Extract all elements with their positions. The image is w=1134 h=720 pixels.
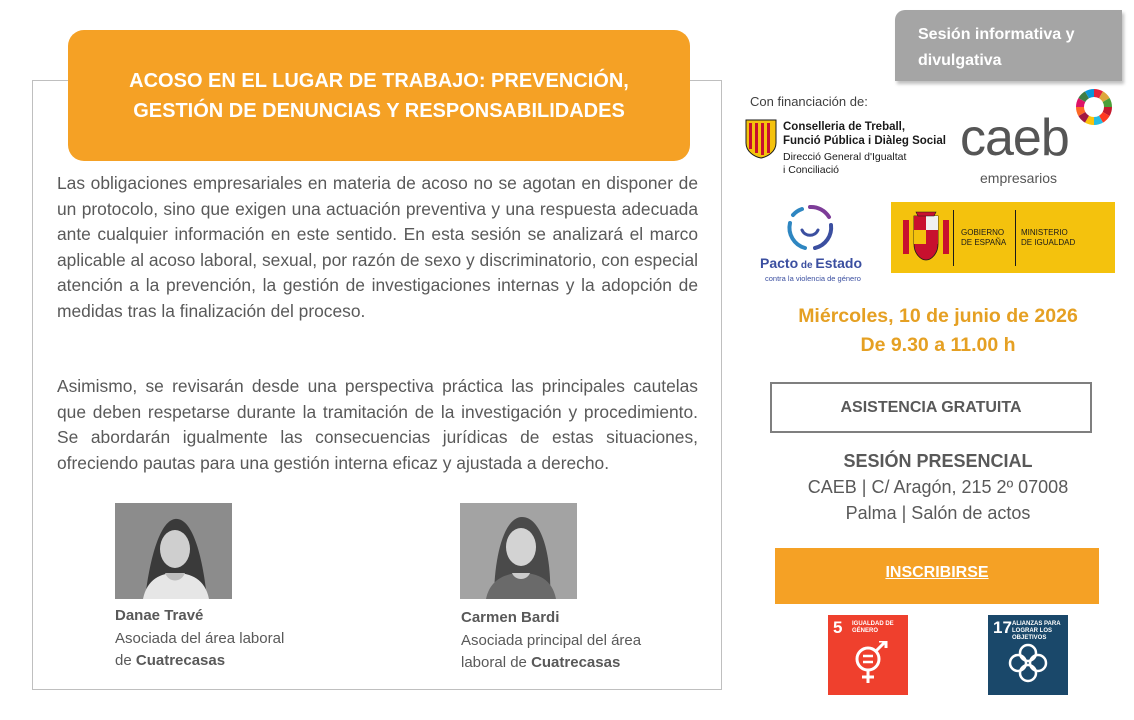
speaker-role-2 bbox=[461, 630, 641, 674]
speaker-role-1 bbox=[115, 628, 284, 672]
free-admission-badge: ASISTENCIA GRATUITA bbox=[770, 382, 1092, 433]
title-line-2: GESTIÓN DE DENUNCIAS Y RESPONSABILIDADES bbox=[133, 99, 625, 122]
pacto-title-b: Estado bbox=[815, 255, 863, 271]
ministerio-label bbox=[1021, 228, 1075, 248]
speaker-role-2-line-1: Asociada principal del área bbox=[461, 632, 642, 649]
session-type-line-1: Sesión informativa y bbox=[918, 26, 1075, 43]
gobierno-line-1: GOBIERNO bbox=[961, 228, 1005, 237]
page-title bbox=[68, 30, 690, 161]
gender-equality-icon bbox=[846, 641, 890, 685]
pacto-subtitle: contra la violencia de género bbox=[765, 274, 861, 283]
gobierno-ministerio-logo bbox=[891, 202, 1115, 273]
sdg-17-label: ALIANZAS PARA LOGRAR LOS OBJETIVOS bbox=[1012, 621, 1061, 641]
register-button[interactable]: INSCRIBIRSE bbox=[775, 548, 1099, 604]
caeb-tagline: empresarios bbox=[980, 170, 1058, 186]
title-line-1: ACOSO EN EL LUGAR DE TRABAJO: PREVENCIÓN, bbox=[129, 69, 629, 92]
speaker-role-2-prefix: laboral de bbox=[461, 654, 532, 671]
session-type-line-2: divulgativa bbox=[918, 52, 1002, 69]
speaker-firm-1: Cuatrecasas bbox=[135, 652, 226, 669]
sdg-5-number: 5 bbox=[833, 618, 843, 637]
event-date: Miércoles, 10 de junio de 2026 bbox=[798, 305, 1078, 327]
ministerio-line-2: DE IGUALDAD bbox=[1021, 238, 1076, 247]
conselleria-line-3: Direcció General d'Igualtat bbox=[783, 151, 907, 163]
speaker-role-2-line-2 bbox=[461, 652, 641, 674]
speaker-photo-danae bbox=[115, 503, 232, 599]
conselleria-line-1: Conselleria de Treball, bbox=[783, 121, 906, 133]
pacto-title-de: de bbox=[798, 260, 816, 271]
venue-address: CAEB | C/ Aragón, 215 2º 07008 bbox=[807, 477, 1069, 497]
event-time: De 9.30 a 11.00 h bbox=[860, 334, 1016, 356]
gobierno-line-2: DE ESPAÑA bbox=[961, 238, 1007, 247]
description-paragraph-2: Asimismo, se revisarán desde una perspectiva práctica las principales cautelas que deben respetarse durante la tramitación de la investigación y procedimiento. Se abordarán igualmente las consecuencias jurídicas de estas situaciones, ofreciendo pautas para una gestión interna eficaz y ajustada a derecho. bbox=[57, 376, 698, 473]
person-portrait-icon bbox=[460, 503, 577, 599]
gobierno-label bbox=[961, 228, 1006, 248]
pacto-title bbox=[760, 255, 862, 271]
session-type-badge bbox=[895, 10, 1122, 81]
person-portrait-icon bbox=[115, 503, 232, 599]
pacto-title-a: Pacto bbox=[760, 255, 799, 271]
sdg-17-number: 17 bbox=[993, 618, 1012, 637]
description-paragraph-1: Las obligaciones empresariales en materia de acoso no se agotan en disponer de un protocolo, sino que exigen una actuación preventiva y una respuesta adecuada ante cualquier información en este sentido. En esta sesión se analizará el marco aplicable al acoso laboral, sexual, por razón de sexo y discriminatorio, con especial atención a la prevención, la gestión de investigaciones internas y la adopción de medidas tras la finalización del proceso. bbox=[57, 173, 698, 321]
venue-mode: SESIÓN PRESENCIAL bbox=[843, 451, 1033, 471]
gobierno-divider bbox=[953, 210, 954, 266]
sdg-17-badge bbox=[988, 615, 1068, 695]
ministerio-divider bbox=[1015, 210, 1016, 266]
speaker-role-1-line-2 bbox=[115, 650, 284, 672]
speaker-name-2: Carmen Bardi bbox=[461, 609, 560, 626]
ministerio-line-1: MINISTERIO bbox=[1021, 228, 1068, 237]
conselleria-line-2: Funció Pública i Diàleg Social bbox=[783, 135, 946, 147]
partnership-flower-icon bbox=[1006, 641, 1050, 685]
venue-room: Palma | Salón de actos bbox=[845, 503, 1031, 523]
speaker-firm-2: Cuatrecasas bbox=[531, 654, 621, 671]
caeb-wordmark: caeb bbox=[960, 109, 1069, 167]
conselleria-department bbox=[783, 151, 906, 177]
funding-label: Con financiación de: bbox=[750, 94, 868, 109]
speaker-name-1: Danae Travé bbox=[115, 607, 204, 624]
sdg-wheel-icon bbox=[1075, 88, 1113, 126]
pacto-smile-icon bbox=[785, 203, 835, 253]
caeb-logo bbox=[960, 88, 1118, 188]
sdg-5-badge bbox=[828, 615, 908, 695]
sdg-5-label: IGUALDAD DE GÉNERO bbox=[852, 621, 894, 634]
speaker-photo-carmen bbox=[460, 503, 577, 599]
pacto-de-estado-logo bbox=[757, 203, 867, 285]
balearic-shield-icon bbox=[745, 119, 777, 159]
conselleria-logo bbox=[745, 116, 955, 182]
conselleria-name bbox=[783, 120, 946, 148]
speaker-role-1-prefix: de bbox=[115, 652, 136, 669]
spain-coat-of-arms-icon bbox=[901, 210, 951, 264]
conselleria-line-4: i Conciliació bbox=[783, 164, 840, 176]
speaker-role-1-line-1: Asociada del área laboral bbox=[115, 630, 285, 647]
